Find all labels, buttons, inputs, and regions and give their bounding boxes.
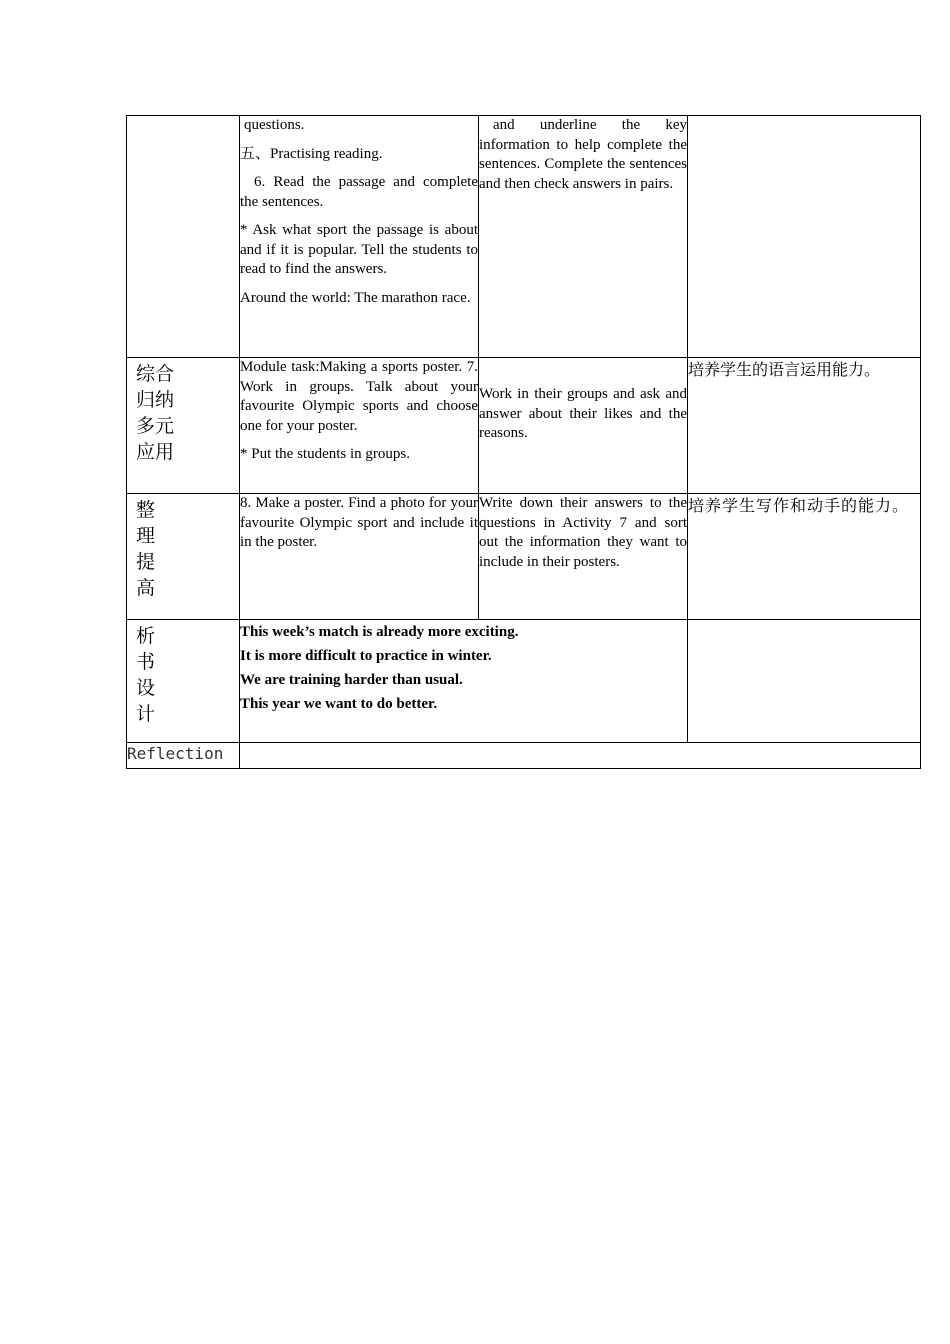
activity-text: * Put the students in groups.	[240, 446, 411, 462]
purpose-cell	[688, 620, 921, 743]
student-activity-text: and underline the key information to help complete the sentences. Complete the sentences and then check answers in pairs.	[479, 117, 687, 192]
lesson-plan-table	[126, 115, 921, 769]
student-activity-cell	[479, 358, 688, 494]
table-row	[127, 494, 921, 620]
table-row	[127, 358, 921, 494]
teacher-activity-cell	[240, 494, 479, 620]
stage-label: 整 理 提 高	[136, 499, 156, 599]
student-activity-cell	[479, 494, 688, 620]
stage-cell	[127, 358, 240, 494]
activity-text: 8. Make a poster. Find a photo for your favourite Olympic sport and include it in the poster.	[240, 495, 478, 550]
purpose-cell	[688, 358, 921, 494]
activity-text: Around the world: The marathon race.	[240, 289, 471, 306]
table-row	[127, 620, 921, 743]
stage-cell	[127, 116, 240, 358]
table-row	[127, 116, 921, 358]
reflection-label: Reflection	[127, 743, 240, 769]
reflection-value	[240, 743, 921, 769]
teacher-activity-cell	[240, 116, 479, 358]
purpose-text: 培养学生写作和动手的能力。	[688, 496, 910, 515]
purpose-text: 培养学生的语言运用能力。	[688, 360, 881, 379]
board-line: This week’s match is already more exciting.	[240, 624, 519, 640]
activity-heading: 五、Practising reading.	[240, 145, 383, 162]
activity-text: Module task:Making a sports poster. 7. Work in groups. Talk about your favourite Olympic sports and choose one for your poster.	[240, 359, 478, 434]
teacher-activity-cell	[240, 358, 479, 494]
board-line: This year we want to do better.	[240, 696, 438, 712]
activity-text: 6. Read the passage and complete the sentences.	[240, 174, 478, 210]
activity-text: questions.	[244, 117, 305, 133]
board-line: We are training harder than usual.	[240, 672, 463, 688]
table-row	[127, 743, 921, 769]
student-activity-text: Work in their groups and ask and answer about their likes and the reasons.	[479, 386, 687, 442]
stage-label: 析 书 设 计	[136, 625, 156, 725]
student-activity-text: Write down their answers to the questions in Activity 7 and sort out the information they want to include in their posters.	[479, 495, 687, 570]
board-design-cell	[240, 620, 688, 743]
board-line: It is more difficult to practice in winter.	[240, 648, 492, 664]
stage-cell	[127, 620, 240, 743]
stage-cell	[127, 494, 240, 620]
purpose-cell	[688, 494, 921, 620]
purpose-cell	[688, 116, 921, 358]
stage-label: 综合 归纳 多元 应用	[136, 363, 175, 463]
activity-text: * Ask what sport the passage is about and if it is popular. Tell the students to read to find the answers.	[240, 222, 478, 277]
student-activity-cell	[479, 116, 688, 358]
